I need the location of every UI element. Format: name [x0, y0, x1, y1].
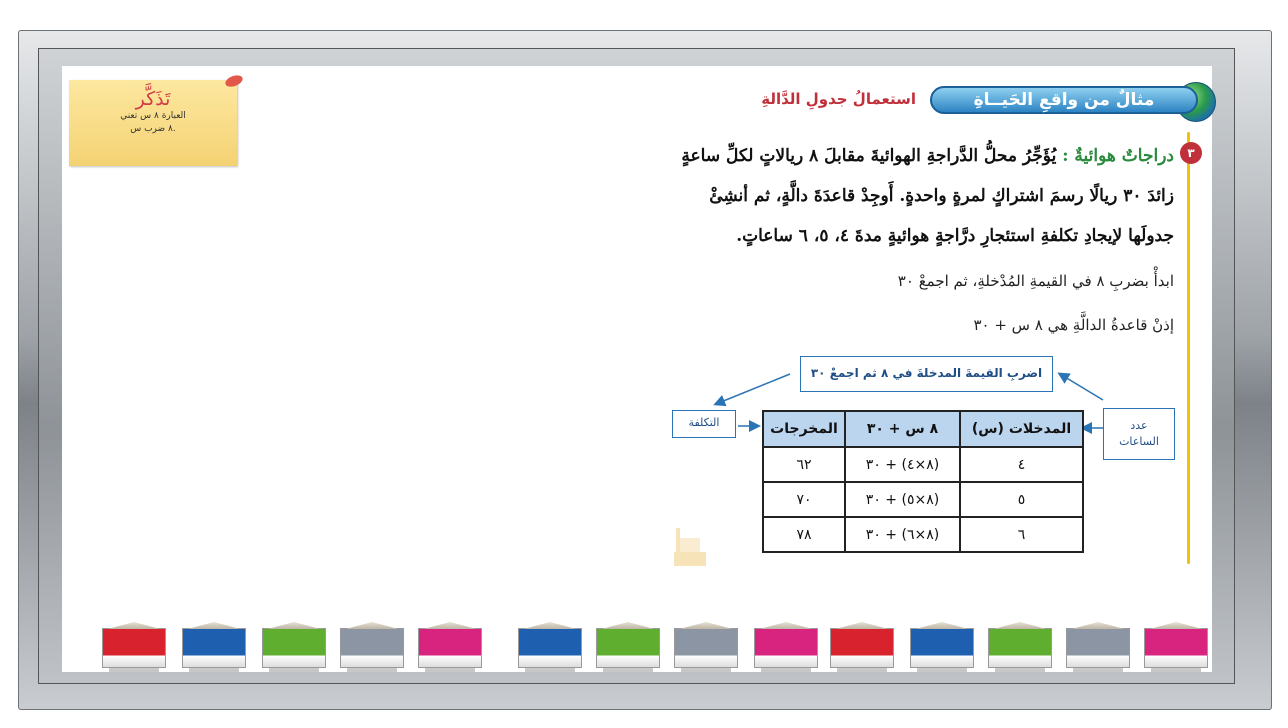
example-number: ٣ — [1180, 142, 1202, 164]
page-thumbnail[interactable] — [102, 628, 166, 668]
page-thumbnail[interactable] — [1144, 628, 1208, 668]
cell-rule: (٨×٤) + ٣٠ — [845, 447, 960, 482]
page-thumbnail[interactable] — [182, 628, 246, 668]
page-thumbnail[interactable] — [262, 628, 326, 668]
table-header-row — [763, 411, 1083, 447]
header-input: المدخلات (س) — [960, 411, 1083, 447]
cell-rule: (٨×٦) + ٣٠ — [845, 517, 960, 552]
page-thumbnail[interactable] — [1066, 628, 1130, 668]
header-rule: ٨ س + ٣٠ — [845, 411, 960, 447]
page-thumbnail[interactable] — [754, 628, 818, 668]
table-row — [763, 517, 1083, 552]
example-header — [748, 82, 1216, 122]
cost-callout: التكلفة — [672, 410, 736, 438]
cell-output: ٧٨ — [763, 517, 845, 552]
reminder-line-1: العبارة ٨ س تعني — [120, 111, 186, 121]
rule-callout: اضربِ القيمةَ المدخلةَ في ٨ ثم اجمعْ ٣٠ — [800, 356, 1053, 392]
example-subtitle: استعمالُ جدولِ الدَّالةِ — [761, 90, 916, 108]
header-output: المخرجات — [763, 411, 845, 447]
hours-callout-line-1: عدد — [1130, 419, 1148, 432]
page-thumbnail[interactable] — [830, 628, 894, 668]
page-thumbnail[interactable] — [910, 628, 974, 668]
page-thumbnail-strip — [96, 622, 1208, 670]
reminder-note — [69, 80, 237, 166]
cell-input: ٦ — [960, 517, 1083, 552]
problem-text: يُؤَجِّرُ محلُّ الدَّراجةِ الهوائيةَ مقابلَ ٨ ريالاتٍ لكلِّ ساعةٍ زائدَ ٣٠ ريالًا رسمَ اشتراكٍ لمرةٍ واحدةٍ. أَوجِدْ قاعدَةَ دالَّةٍ، ثم أنشِئْ جدولَها لإيجادِ تكلفةِ استئجارِ درَّاجةٍ هوائيةٍ مدةَ ٤، ٥، ٦ ساعاتٍ. — [681, 146, 1174, 246]
reminder-title: تَذَكَّر — [135, 88, 171, 110]
cell-rule: (٨×٥) + ٣٠ — [845, 482, 960, 517]
problem-statement — [660, 136, 1174, 256]
solution-step-2: إذنْ قاعدةُ الدالَّةِ هي ٨ س + ٣٠ — [973, 316, 1174, 334]
building-decoration-icon — [672, 524, 708, 568]
table-row — [763, 447, 1083, 482]
page-thumbnail[interactable] — [674, 628, 738, 668]
page-thumbnail[interactable] — [518, 628, 582, 668]
problem-lead: دراجاتٌ هوائيةٌ : — [1062, 146, 1174, 166]
table-row — [763, 482, 1083, 517]
page-thumbnail[interactable] — [340, 628, 404, 668]
page-thumbnail[interactable] — [988, 628, 1052, 668]
solution-step-1: ابدأْ بضربِ ٨ في القيمةِ المُدْخلةِ، ثم اجمعْ ٣٠ — [897, 272, 1174, 290]
hours-callout-line-2: الساعات — [1119, 435, 1159, 448]
cell-input: ٥ — [960, 482, 1083, 517]
reminder-line-2: ٨ ضرب س. — [130, 124, 176, 134]
side-rule — [1187, 132, 1190, 564]
cell-output: ٧٠ — [763, 482, 845, 517]
cell-input: ٤ — [960, 447, 1083, 482]
real-life-example-badge: مثالٌ من واقعِ الحَيــاةِ — [930, 86, 1198, 114]
function-table — [762, 410, 1084, 553]
cell-output: ٦٢ — [763, 447, 845, 482]
page-thumbnail[interactable] — [418, 628, 482, 668]
page-thumbnail[interactable] — [596, 628, 660, 668]
hours-callout — [1103, 408, 1175, 460]
